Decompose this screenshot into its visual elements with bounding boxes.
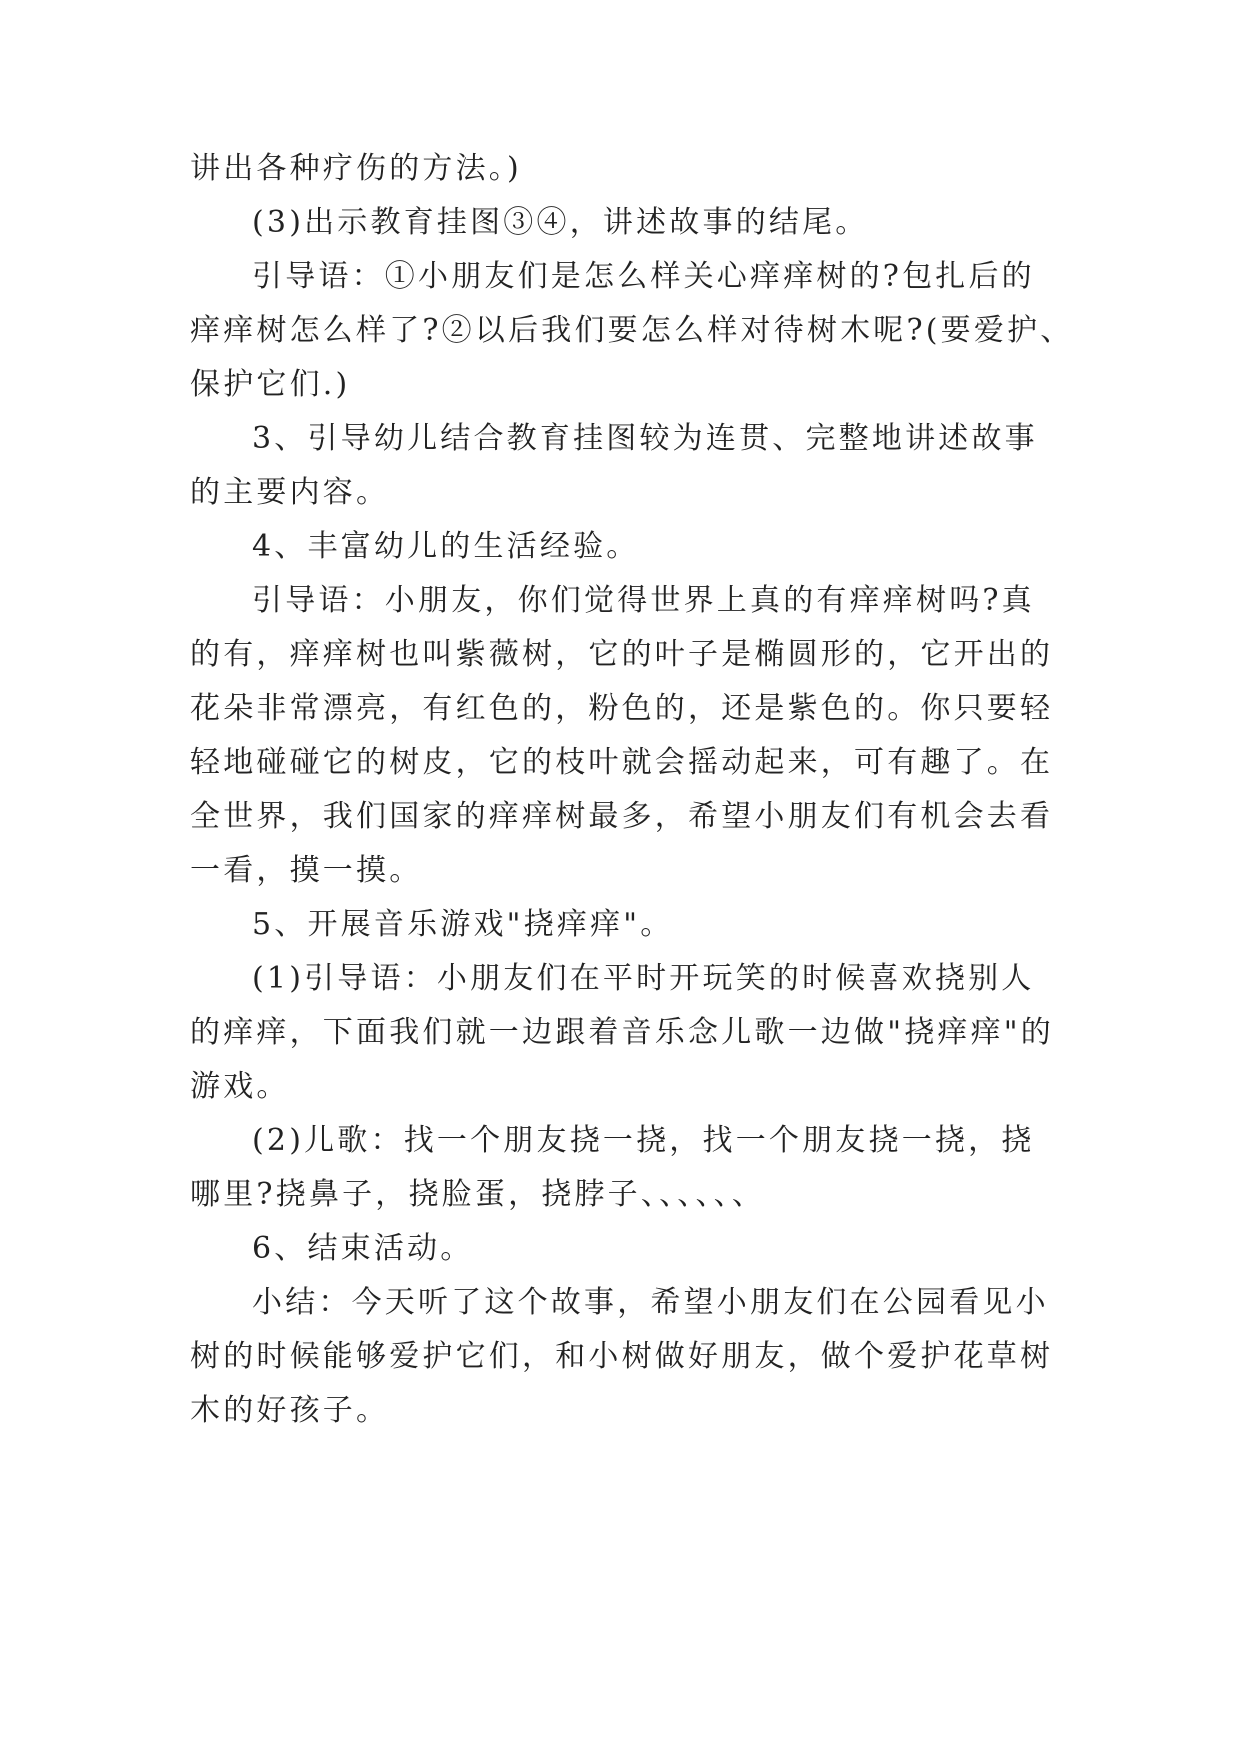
text-line: 讲出各种疗伤的方法。) [190,151,522,186]
text-line: 痒痒树怎么样了?②以后我们要怎么样对待树木呢?(要爱护、 [190,313,1074,348]
text-line: 游戏。 [190,1069,290,1104]
text-line: 保护它们.) [190,367,351,402]
text-line: 引导语：①小朋友们是怎么样关心痒痒树的?包扎后的 [252,259,1035,294]
text-line: (1)引导语：小朋友们在平时开玩笑的时候喜欢挠别人 [252,961,1035,996]
text-line: 4、丰富幼儿的生活经验。 [252,529,640,564]
text-line: 的痒痒，下面我们就一边跟着音乐念儿歌一边做"挠痒痒"的 [190,1015,1054,1050]
text-line: 的有，痒痒树也叫紫薇树，它的叶子是椭圆形的，它开出的 [190,637,1054,672]
text-line: 轻地碰碰它的树皮，它的枝叶就会摇动起来，可有趣了。在 [190,745,1054,780]
text-line: 6、结束活动。 [252,1231,474,1266]
text-line: 树的时候能够爱护它们，和小树做好朋友，做个爱护花草树 [190,1339,1054,1374]
text-line: 花朵非常漂亮，有红色的，粉色的，还是紫色的。你只要轻 [190,691,1054,726]
text-line: 哪里?挠鼻子，挠脸蛋，挠脖子、、、、、、 [190,1177,766,1212]
text-line: 全世界，我们国家的痒痒树最多，希望小朋友们有机会去看 [190,799,1054,834]
text-line: 5、开展音乐游戏"挠痒痒"。 [252,907,674,942]
text-line: (2)儿歌：找一个朋友挠一挠，找一个朋友挠一挠，挠 [252,1123,1035,1158]
text-line: 引导语：小朋友，你们觉得世界上真的有痒痒树吗?真 [252,583,1035,618]
text-line: (3)出示教育挂图③④，讲述故事的结尾。 [252,205,869,240]
text-line: 3、引导幼儿结合教育挂图较为连贯、完整地讲述故事 [252,421,1038,456]
text-line: 一看，摸一摸。 [190,853,423,888]
text-line: 木的好孩子。 [190,1393,390,1428]
text-line: 小结：今天听了这个故事，希望小朋友们在公园看见小 [252,1285,1049,1320]
text-line: 的主要内容。 [190,475,390,510]
